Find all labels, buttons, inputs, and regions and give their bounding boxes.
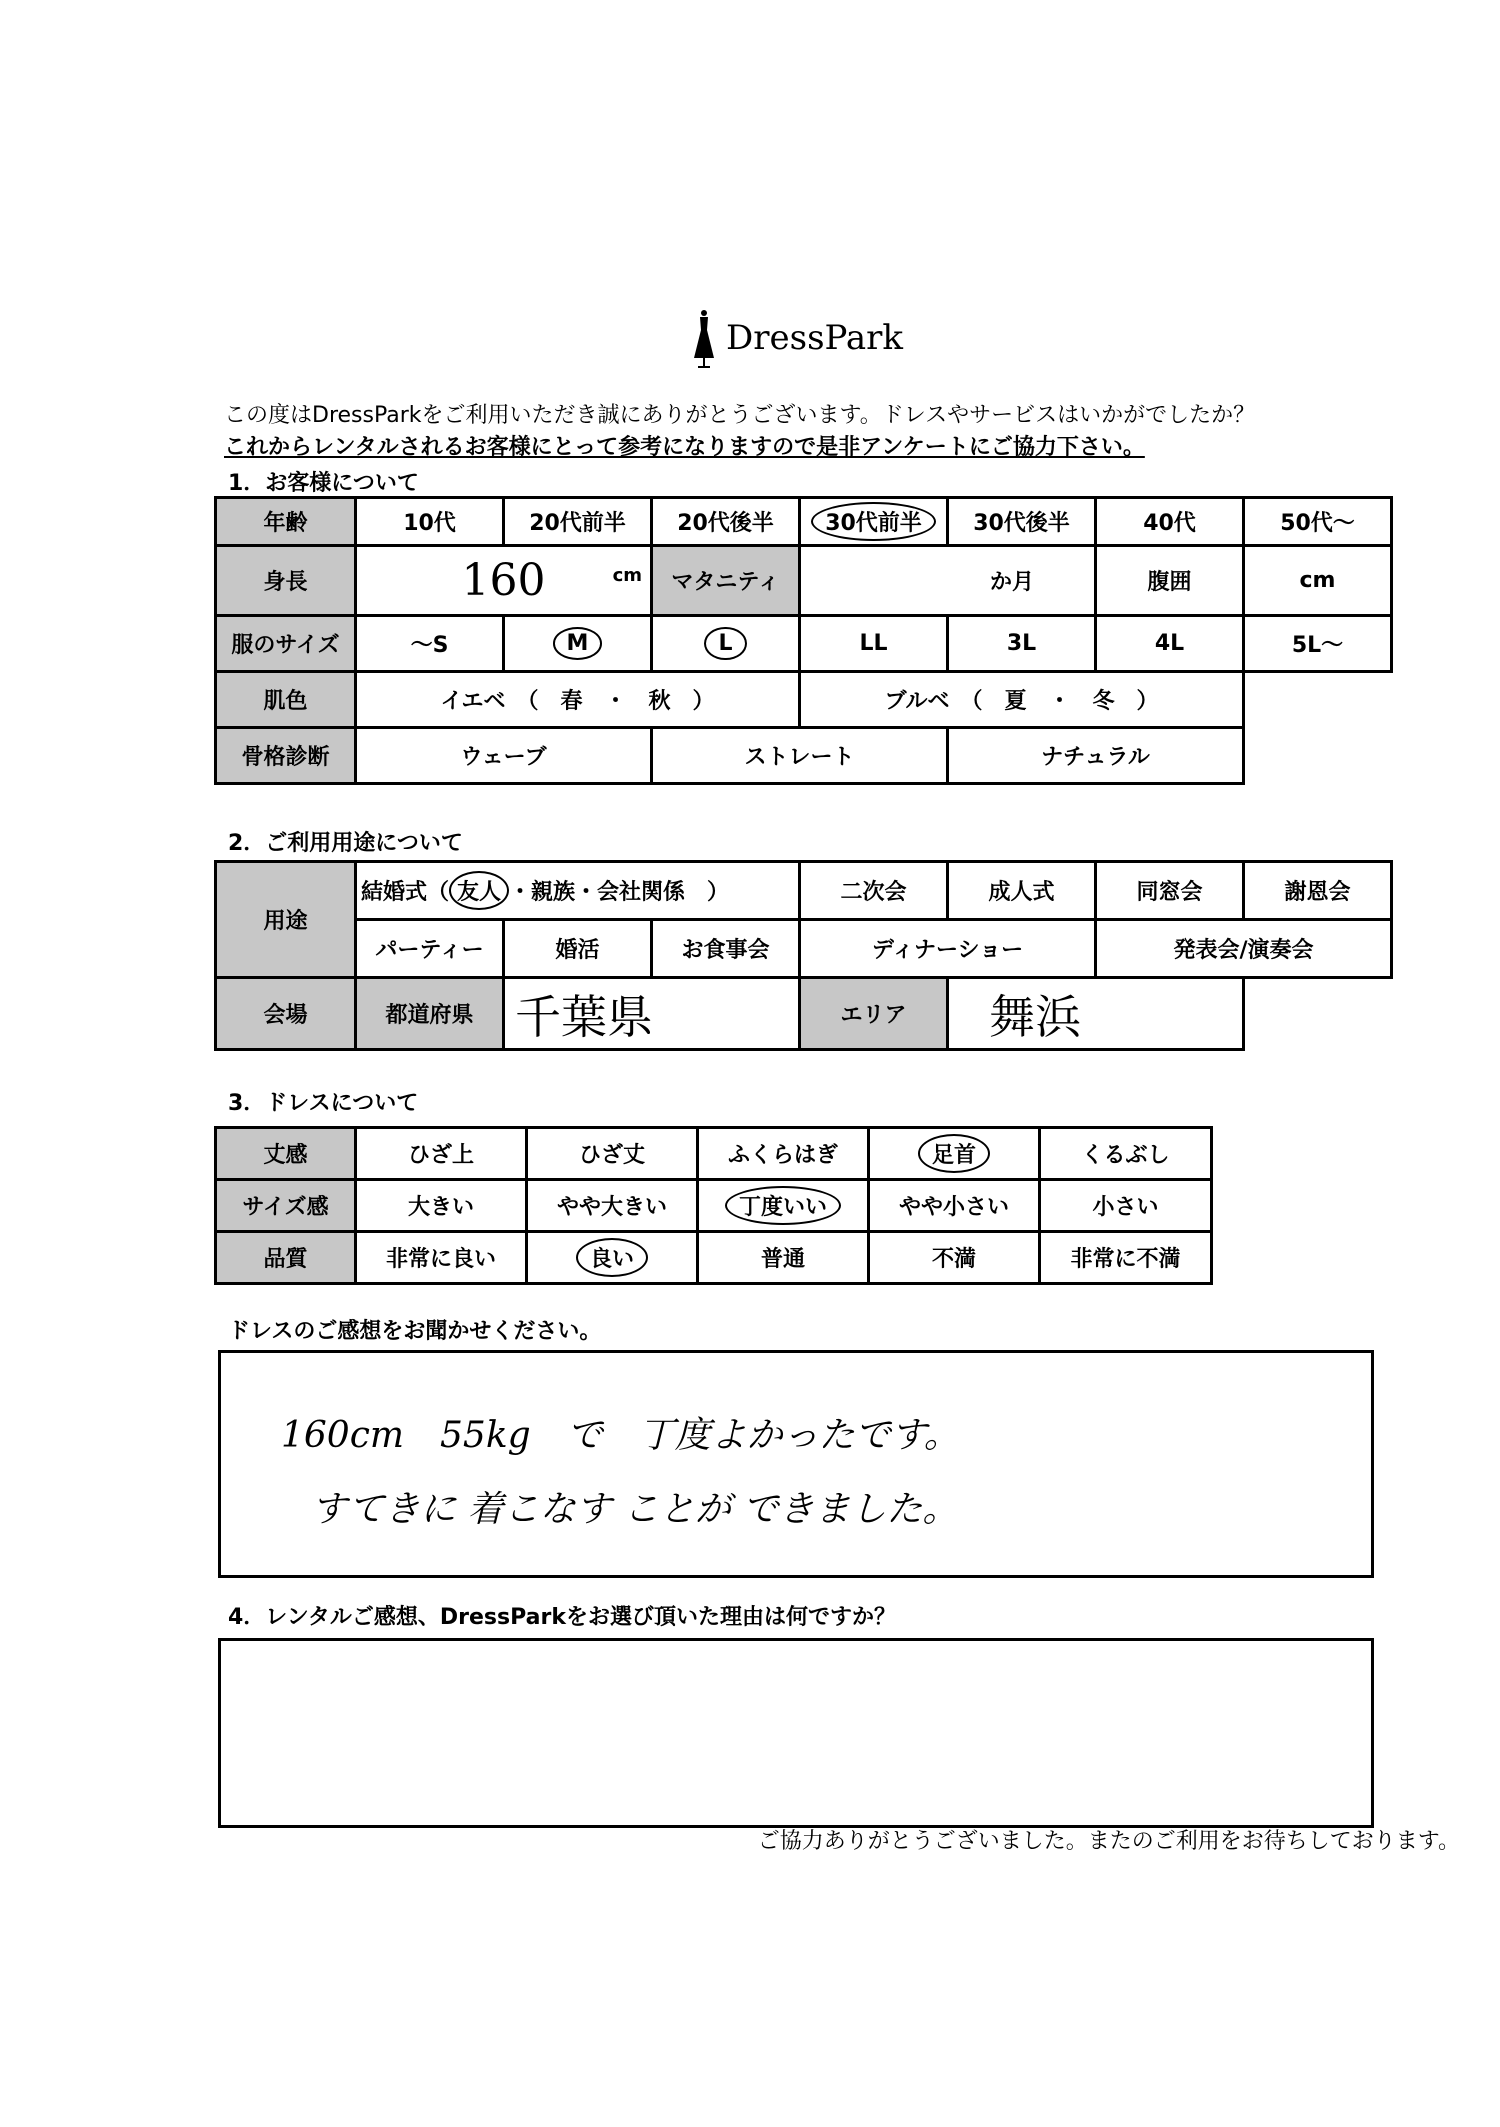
intro-line1: この度はDressParkをご利用いただき誠にありがとうございます。ドレスやサービスはいかがでしたか？ <box>224 403 1256 428</box>
skin-label: 肌色 <box>216 672 356 728</box>
wedding-rest: ・親族・会社関係 ） <box>509 880 730 905</box>
fit-option[interactable]: やや小さい <box>869 1180 1040 1232</box>
fit-option[interactable]: やや大きい <box>527 1180 698 1232</box>
size-option[interactable]: ～S <box>356 616 504 672</box>
fit-option[interactable]: 大きい <box>356 1180 527 1232</box>
fit-option-selected[interactable] <box>698 1180 869 1232</box>
prefecture-field[interactable] <box>504 978 800 1050</box>
months-label: か月 <box>989 570 1034 595</box>
quality-option[interactable]: 普通 <box>698 1232 869 1284</box>
size-option[interactable]: 5L～ <box>1244 616 1392 672</box>
use-option[interactable]: 同窓会 <box>1096 862 1244 920</box>
maternity-label: マタニティ <box>652 546 800 616</box>
height-field[interactable] <box>356 546 652 616</box>
use-option[interactable]: お食事会 <box>652 920 800 978</box>
use-option[interactable]: 発表会/演奏会 <box>1096 920 1392 978</box>
age-option-selected[interactable] <box>800 498 948 546</box>
customer-table <box>214 496 1393 785</box>
friend-circle: 友人 <box>449 871 509 910</box>
section4-title: 4．レンタルご感想、DressParkをお選び頂いた理由は何ですか？ <box>228 1605 896 1630</box>
frame-option[interactable]: ナチュラル <box>948 728 1244 784</box>
section3-title: 3．ドレスについて <box>228 1091 419 1116</box>
use-option[interactable]: パーティー <box>356 920 504 978</box>
size-label: 服のサイズ <box>216 616 356 672</box>
closing-message: ご協力ありがとうございました。またのご利用をお待ちしております。 <box>757 1829 1460 1854</box>
maternity-months-field[interactable] <box>800 546 1096 616</box>
fit-selected-circle: 丁度いい <box>725 1186 841 1225</box>
age-option[interactable]: 50代～ <box>1244 498 1392 546</box>
intro-line2: これからレンタルされるお客様にとって参考になりますので是非アンケートにご協力下さい。 <box>224 435 1145 460</box>
fit-label: サイズ感 <box>216 1180 356 1232</box>
size-option[interactable]: 4L <box>1096 616 1244 672</box>
dresspark-logo <box>690 308 920 370</box>
belly-unit[interactable]: cm <box>1244 546 1392 616</box>
length-selected-circle: 足首 <box>918 1134 990 1173</box>
use-option[interactable]: ディナーショー <box>800 920 1096 978</box>
height-unit: cm <box>612 565 642 586</box>
area-label: エリア <box>800 978 948 1050</box>
section2-title: 2．ご利用用途について <box>228 831 463 856</box>
prefecture-value: 千葉県 <box>515 989 653 1044</box>
length-option[interactable]: ひざ丈 <box>527 1128 698 1180</box>
length-option[interactable]: ひざ上 <box>356 1128 527 1180</box>
size-option-selected[interactable] <box>652 616 800 672</box>
size-l-circle: L <box>704 627 746 660</box>
age-selected-circle: 30代前半 <box>811 502 936 541</box>
length-option[interactable]: ふくらはぎ <box>698 1128 869 1180</box>
use-label: 用途 <box>216 862 356 978</box>
length-option[interactable]: くるぶし <box>1040 1128 1212 1180</box>
prefecture-label: 都道府県 <box>356 978 504 1050</box>
quality-option[interactable]: 不満 <box>869 1232 1040 1284</box>
empty-cell <box>1244 978 1392 1050</box>
length-option-selected[interactable] <box>869 1128 1040 1180</box>
age-option[interactable]: 10代 <box>356 498 504 546</box>
use-option[interactable]: 成人式 <box>948 862 1096 920</box>
length-label: 丈感 <box>216 1128 356 1180</box>
frame-option[interactable]: ウェーブ <box>356 728 652 784</box>
skin-blue-option[interactable]: ブルベ （ 夏 ・ 冬 ） <box>800 672 1244 728</box>
quality-selected-circle: 良い <box>576 1238 648 1277</box>
size-m-circle: M <box>553 627 603 660</box>
venue-label: 会場 <box>216 978 356 1050</box>
section1-title: 1．お客様について <box>228 471 419 496</box>
belly-label: 腹囲 <box>1096 546 1244 616</box>
area-field[interactable] <box>948 978 1244 1050</box>
size-option-selected[interactable] <box>504 616 652 672</box>
quality-label: 品質 <box>216 1232 356 1284</box>
size-option[interactable]: LL <box>800 616 948 672</box>
dress-form-icon <box>690 308 718 370</box>
dress-table <box>214 1126 1213 1285</box>
use-option[interactable]: 二次会 <box>800 862 948 920</box>
feedback-title: ドレスのご感想をお聞かせください。 <box>228 1319 602 1344</box>
fit-option[interactable]: 小さい <box>1040 1180 1212 1232</box>
quality-option[interactable]: 非常に良い <box>356 1232 527 1284</box>
quality-option-selected[interactable] <box>527 1232 698 1284</box>
size-option[interactable]: 3L <box>948 616 1096 672</box>
empty-cell <box>1244 672 1392 728</box>
wedding-option[interactable] <box>356 862 800 920</box>
height-value: 160 <box>461 555 546 606</box>
feedback-textarea[interactable] <box>218 1350 1374 1578</box>
area-value: 舞浜 <box>989 989 1081 1044</box>
brand-name: DressPark <box>726 318 904 358</box>
age-option[interactable]: 30代後半 <box>948 498 1096 546</box>
height-label: 身長 <box>216 546 356 616</box>
empty-cell <box>1244 728 1392 784</box>
feedback-line1: 160cm 55kg で 丁度よかったです。 <box>281 1415 960 1456</box>
frame-option[interactable]: ストレート <box>652 728 948 784</box>
use-option[interactable]: 婚活 <box>504 920 652 978</box>
wedding-prefix: 結婚式（ <box>361 880 450 905</box>
reason-textarea[interactable] <box>218 1638 1374 1828</box>
usage-table <box>214 860 1393 1051</box>
age-option[interactable]: 40代 <box>1096 498 1244 546</box>
age-option[interactable]: 20代後半 <box>652 498 800 546</box>
frame-label: 骨格診断 <box>216 728 356 784</box>
age-label: 年齢 <box>216 498 356 546</box>
quality-option[interactable]: 非常に不満 <box>1040 1232 1212 1284</box>
use-option[interactable]: 謝恩会 <box>1244 862 1392 920</box>
age-option[interactable]: 20代前半 <box>504 498 652 546</box>
feedback-line2: すてきに 着こなす ことが できました。 <box>311 1489 959 1530</box>
skin-yellow-option[interactable]: イエベ （ 春 ・ 秋 ） <box>356 672 800 728</box>
